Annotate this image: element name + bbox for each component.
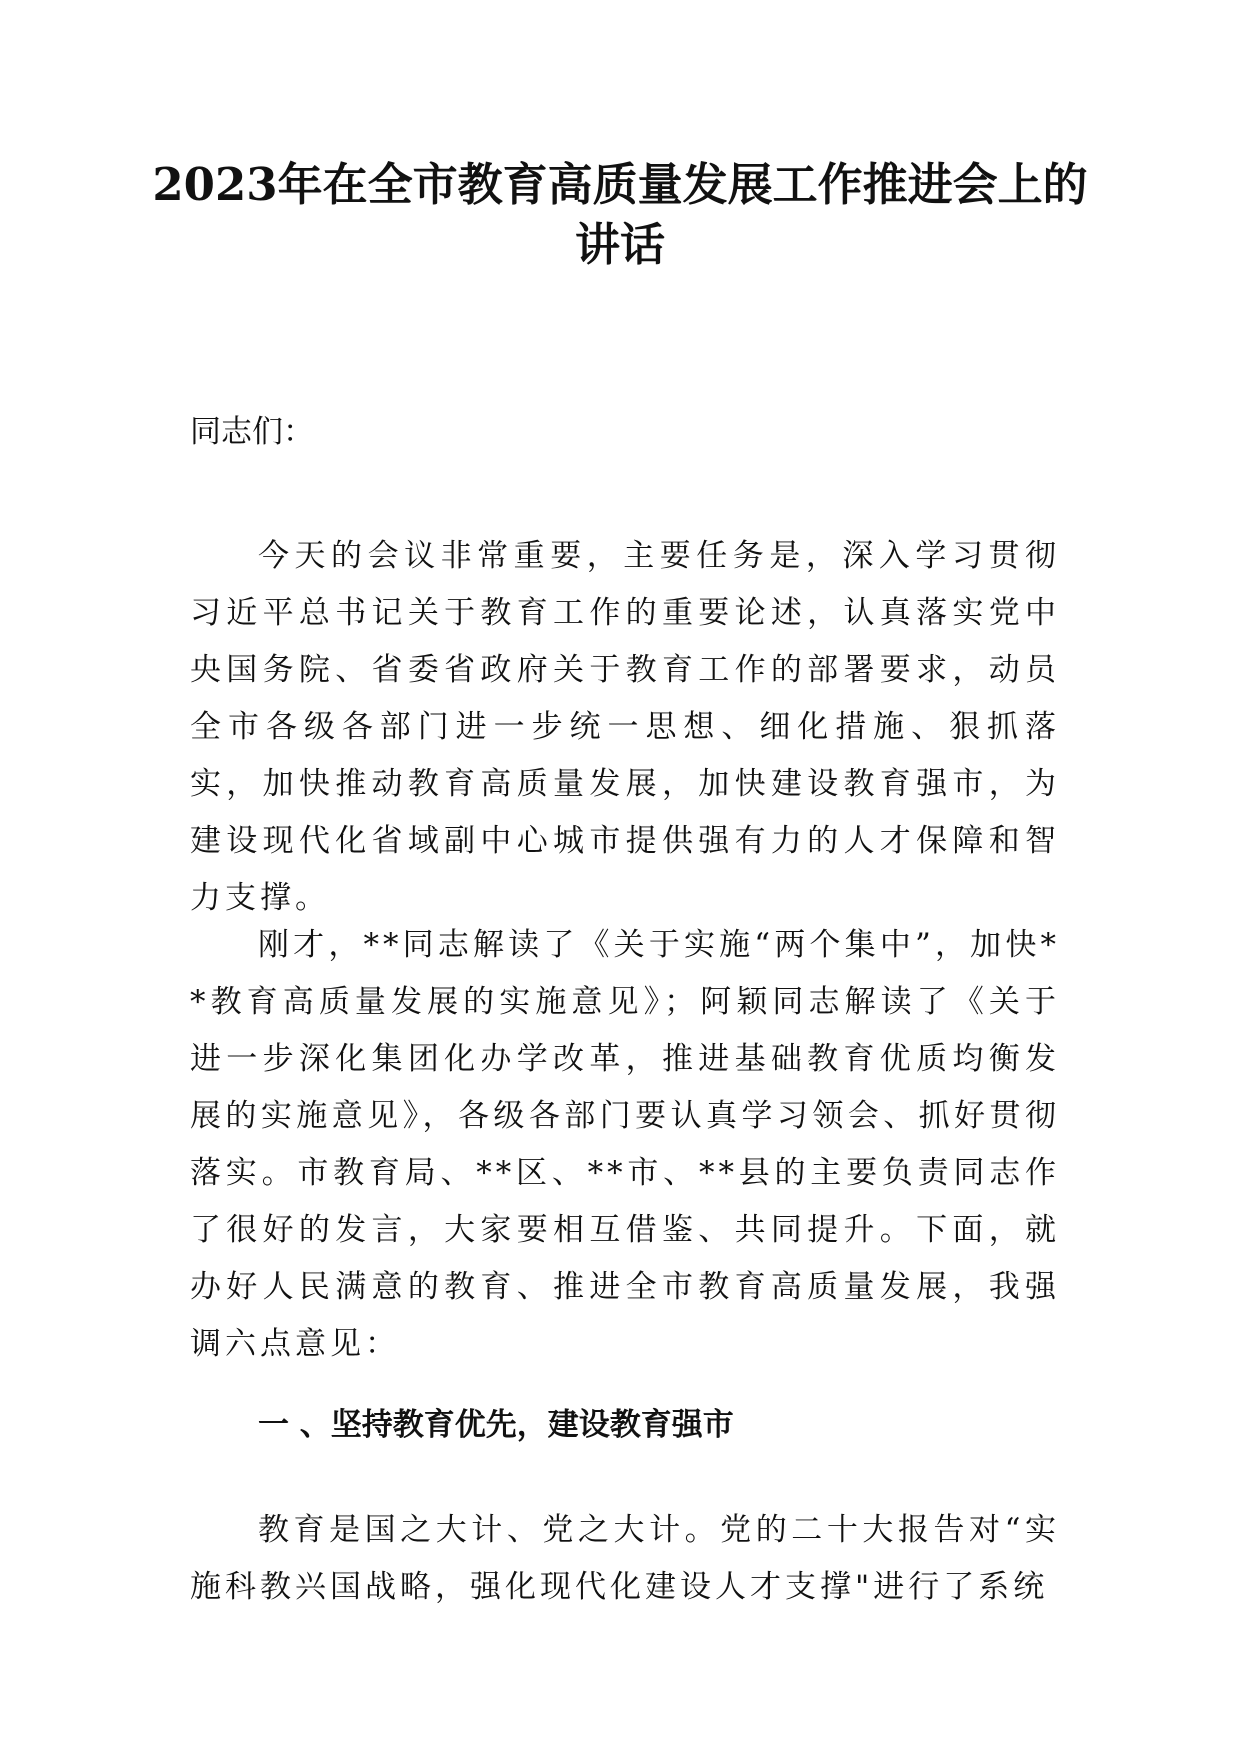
paragraph-intro: 今天的会议非常重要，主要任务是，深入学习贯彻习近平总书记关于教育工作的重要论述，认真落实党中央国务院、省委省政府关于教育工作的部署要求，动员全市各级各部门进一步统一思想、细化措施、狠抓落实，加快推动教育高质量发展，加快建设教育强市，为建设现代化省域副中心城市提供强有力的人才保障和智力支撑。	[190, 538, 1060, 916]
document-title: 2023年在全市教育高质量发展工作推进会上的讲话	[152, 158, 1088, 271]
section-paragraph-1: 教育是国之大计、党之大计。党的二十大报告对“实施科教兴国战略，强化现代化建设人才支撑"进行了系统	[190, 1512, 1060, 1605]
paragraph-review: 刚才，**同志解读了《关于实施“两个集中”，加快**教育高质量发展的实施意见》；阿颖同志解读了《关于进一步深化集团化办学改革，推进基础教育优质均衡发展的实施意见》，各级各部门要认真学习领会、抓好贯彻落实。市教育局、**区、**市、**县的主要负责同志作了很好的发言，大家要相互借鉴、共同提升。下面，就办好人民满意的教育、推进全市教育高质量发展，我强调六点意见：	[190, 927, 1060, 1362]
salutation: 同志们：	[190, 414, 314, 450]
section-heading-1: 一 、坚持教育优先，建设教育强市	[258, 1407, 734, 1443]
